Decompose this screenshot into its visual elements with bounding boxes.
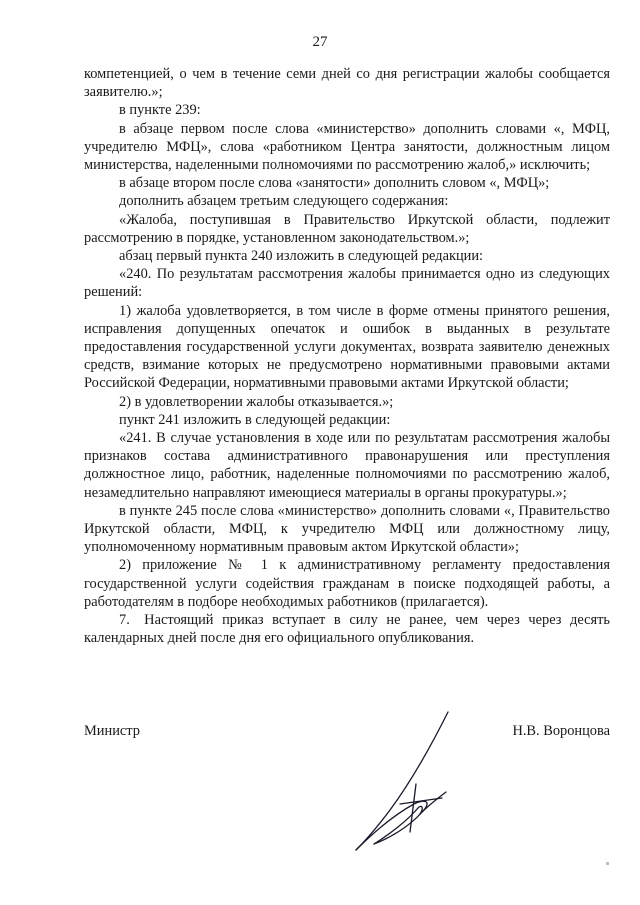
document-body — [84, 65, 610, 648]
page-number: 27 — [312, 34, 328, 50]
paragraph-point-245: в пункте 245 после слова «министерство» дополнить словами «, Правительство Иркутской области, МФЦ, к учредителю МФЦ или должностному лицу, уполномоченному нормативным правовым актом Иркутской области»; — [84, 502, 610, 556]
paragraph-first-abzac: в абзаце первом после слова «министерство» дополнить словами «, МФЦ, учредителю МФЦ», слова «работником Центра занятости, должностным лицом министерства, наделенными полномочиями по рассмотрению жалоб,» исключить; — [84, 120, 610, 174]
paragraph-decision-2: 2) в удовлетворении жалобы отказывается.»; — [119, 393, 394, 410]
paragraph-complaint-government: «Жалоба, поступившая в Правительство Иркутской области, подлежит рассмотрению в порядке, установленном законодательством.»; — [84, 211, 610, 246]
paragraph-point-241-intro: пункт 241 изложить в следующей редакции: — [119, 411, 391, 428]
paragraph-decision-1: 1) жалоба удовлетворяется, в том числе в форме отмены принятого решения, исправления допущенных опечаток и ошибок в выданных в результате предоставления государственной услуги документах, возврата заявителю денежных средств, взимание которых не предусмотрено нормативными правовыми актами Российской Федерации, нормативными правовыми актами Иркутской области; — [84, 302, 610, 392]
handwritten-signature-icon — [330, 708, 470, 863]
paragraph-appendix-1: 2) приложение № 1 к административному регламенту предоставления государственной услуги содействия гражданам в поиске подходящей работы, а работодателям в подборе необходимых работников (прилагается). — [84, 557, 610, 610]
signer-title: Министр — [84, 723, 140, 739]
paragraph-add-third-abzac: дополнить абзацем третьим следующего содержания: — [119, 193, 449, 210]
paragraph-point-241: «241. В случае установления в ходе или по результатам рассмотрения жалобы признаков состава административного правонарушения или преступления должностное лицо, работник, наделенные полномочиями по рассмотрению жалоб, незамедлительно направляют имеющиеся материалы в органы прокуратуры.»; — [84, 430, 610, 501]
paragraph-competence: компетенцией, о чем в течение семи дней со дня регистрации жалобы сообщается заявителю.»; — [84, 66, 610, 101]
paragraph-point-240-intro: абзац первый пункта 240 изложить в следующей редакции: — [119, 248, 484, 265]
paragraph-point-240: «240. По результатам рассмотрения жалобы принимается одно из следующих решений: — [84, 266, 610, 301]
paragraph-point-239: в пункте 239: — [119, 102, 201, 119]
scan-dot — [606, 862, 609, 865]
paragraph-point-7: 7. Настоящий приказ вступает в силу не ранее, чем через через десять календарных дней после дня его официального опубликования. — [84, 612, 610, 647]
paragraph-second-abzac: в абзаце втором после слова «занятости» дополнить словом «, МФЦ»; — [119, 175, 550, 192]
signer-name: Н.В. Воронцова — [512, 723, 610, 739]
